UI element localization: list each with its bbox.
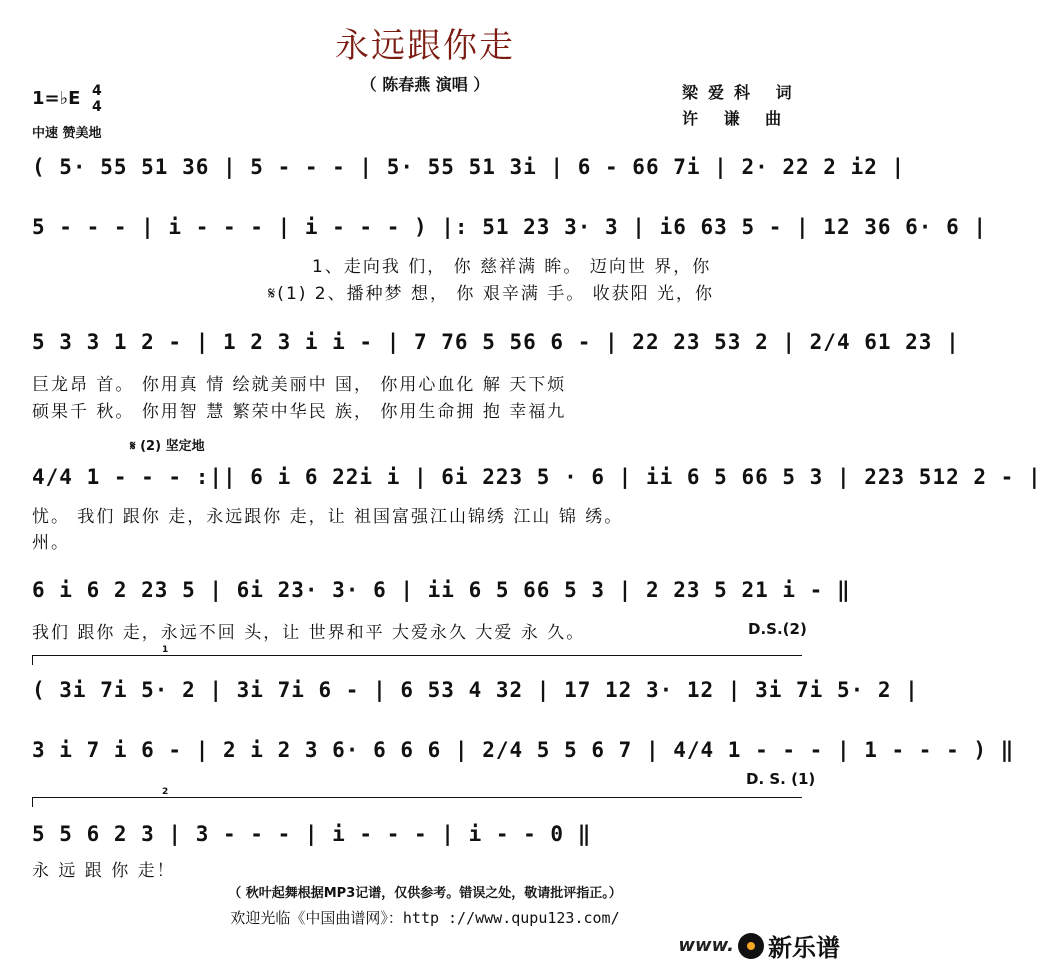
lyric-verse-1: 我们 跟你 走，永远不回 头，让 世界和平 大爱永久 大爱 永 久。 [32,623,586,643]
volta-bracket-tick [32,797,33,807]
notation-line: 5 5 6 2 3 | 3 - - - | i - - - | i - - 0 ‖ [32,822,592,846]
site-logo [678,928,840,963]
lyricist-credit: 梁爱科 词 [682,83,802,102]
volta-bracket [32,655,802,656]
notation-line: 6 i 6 2 23 5 | 6i 23· 3· 6 | ii 6 5 66 5 3 | 2 23 5 21 i - ‖ [32,578,851,602]
dal-segno-marker: D. S. (1) [746,770,816,788]
logo-url-text: www. [678,935,734,956]
lyric-verse-1: 1、走向我 们， 你 慈祥满 眸。 迈向世 界，你 [312,257,712,277]
time-signature-bottom: 4 [92,99,102,115]
music-disc-icon [738,933,764,959]
volta-bracket [32,797,802,798]
segno-marker: 𝄋 (2) 坚定地 [130,439,205,454]
performer-subtitle: （ 陈春燕 演唱 ） [360,75,490,94]
time-signature [92,84,102,115]
time-signature-top: 4 [92,83,102,99]
volta-number: 1 [162,645,169,655]
tempo-marking: 中速 赞美地 [32,126,102,141]
notation-line: 5 - - - | i - - - | i - - - ) |: 51 23 3· 3 | i6 63 5 - | 12 36 6· 6 | [32,215,988,239]
site-credit: 欢迎光临《中国曲谱网》：http ://www.qupu123.com/ [230,909,620,927]
volta-bracket-tick [32,655,33,665]
logo-brand-text: 新乐谱 [768,934,840,962]
lyric-verse-1: 忧。 我们 跟你 走，永远跟你 走，让 祖国富强江山锦绣 江山 锦 绣。 [32,507,624,527]
lyric-verse-2: 州。 [32,533,70,553]
notation-line: ( 5· 55 51 36 | 5 - - - | 5· 55 51 3i | 6 - 66 7i | 2· 22 2 i2 | [32,155,906,179]
lyric-verse-2: 𝄋(1) 2、播种梦 想， 你 艰辛满 手。 收获阳 光，你 [268,284,715,304]
notation-line: 3 i 7 i 6 - | 2 i 2 3 6· 6 6 6 | 2/4 5 5 6 7 | 4/4 1 - - - | 1 - - - ) ‖ [32,738,1015,762]
notation-line: 4/4 1 - - - :|| 6 i 6 22i i | 6i 223 5 · 6 | ii 6 5 66 5 3 | 223 512 2 - | [32,465,1042,489]
key-signature: 1=♭E [32,88,81,109]
lyric-verse-1: 巨龙昂 首。 你用真 情 绘就美丽中 国， 你用心血化 解 天下烦 [32,375,567,395]
transcriber-note: （ 秋叶起舞根据MP3记谱，仅供参考。错误之处，敬请批评指正。） [228,886,622,901]
lyric-verse-1: 永 远 跟 你 走！ [32,861,176,881]
notation-line: ( 3i 7i 5· 2 | 3i 7i 6 - | 6 53 4 32 | 17 12 3· 12 | 3i 7i 5· 2 | [32,678,919,702]
composer-credit: 许 谦 曲 [682,109,792,128]
notation-line: 5 3 3 1 2 - | 1 2 3 i i - | 7 76 5 56 6 - | 22 23 53 2 | 2/4 61 23 | [32,330,960,354]
volta-number: 2 [162,787,169,797]
lyric-verse-2: 硕果千 秋。 你用智 慧 繁荣中华民 族， 你用生命拥 抱 幸福九 [32,402,567,422]
page-title: 永远跟你走 [335,26,515,66]
dal-segno-marker: D.S.(2) [748,620,807,638]
